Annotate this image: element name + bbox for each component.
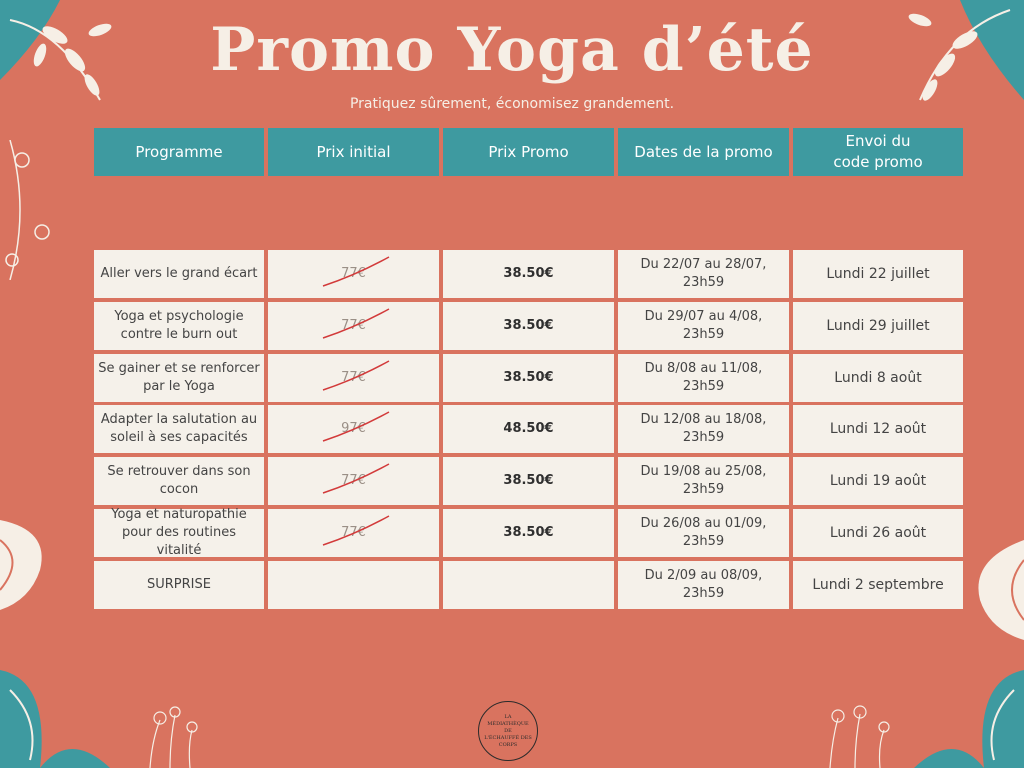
flowers-bottom-left-icon	[130, 700, 210, 768]
table-cell-dates: Du 8/08 au 11/08, 23h59	[618, 354, 789, 402]
original-price: 77€	[341, 473, 366, 488]
strike-line-icon	[321, 408, 391, 448]
table-cell-programme: Yoga et naturopathie pour des routines vitalité	[94, 509, 264, 557]
strikethrough-price	[341, 524, 366, 542]
strikethrough-price	[341, 265, 366, 283]
table-cell-prix-initial	[268, 509, 439, 557]
table-cell-prix-promo: 38.50€	[443, 302, 614, 350]
original-price: 77€	[341, 370, 366, 385]
logo-line-4: L'ÉCHAUFFÉ DES CORPS	[484, 734, 532, 748]
table-cell-prix-promo	[443, 561, 614, 609]
table-cell-programme: Se gainer et se renforcer par le Yoga	[94, 354, 264, 402]
logo-line-1: LA	[504, 713, 512, 720]
col-header-prix-initial: Prix initial	[268, 128, 439, 176]
table-cell-dates: Du 29/07 au 4/08, 23h59	[618, 302, 789, 350]
table-cell-prix-initial	[268, 354, 439, 402]
strikethrough-price	[341, 420, 366, 438]
mediatheque-logo	[478, 701, 538, 761]
leaf-right-middle-icon	[970, 540, 1024, 650]
table-cell-prix-initial	[268, 250, 439, 298]
table-cell-prix-promo: 38.50€	[443, 250, 614, 298]
table-cell-programme: Adapter la salutation au soleil à ses capacités	[94, 405, 264, 453]
original-price: 77€	[341, 318, 366, 333]
col-header-envoi: Envoi du code promo	[793, 128, 963, 176]
strike-line-icon	[321, 253, 391, 293]
logo-line-2: MÉDIATHÈQUE	[487, 720, 529, 727]
table-cell-envoi: Lundi 2 septembre	[793, 561, 963, 609]
table-cell-prix-initial	[268, 302, 439, 350]
strikethrough-price	[341, 369, 366, 387]
table-cell-dates: Du 12/08 au 18/08, 23h59	[618, 405, 789, 453]
page-title: Promo Yoga d’été	[210, 15, 814, 85]
leaf-top-right-icon	[880, 0, 1024, 110]
table-cell-envoi: Lundi 22 juillet	[793, 250, 963, 298]
table-cell-envoi: Lundi 19 août	[793, 457, 963, 505]
table-cell-envoi: Lundi 29 juillet	[793, 302, 963, 350]
strike-line-icon	[321, 460, 391, 500]
table-cell-prix-initial	[268, 561, 439, 609]
table-cell-dates: Du 19/08 au 25/08, 23h59	[618, 457, 789, 505]
leaf-bottom-left-icon	[0, 660, 110, 768]
original-price: 77€	[341, 525, 366, 540]
strikethrough-price	[341, 317, 366, 335]
table-cell-prix-promo: 38.50€	[443, 509, 614, 557]
table-cell-envoi: Lundi 8 août	[793, 354, 963, 402]
original-price: 77€	[341, 266, 366, 281]
leaf-bottom-right-icon	[914, 660, 1024, 768]
table-cell-prix-initial	[268, 405, 439, 453]
strikethrough-price	[341, 472, 366, 490]
table-cell-prix-promo: 38.50€	[443, 457, 614, 505]
logo-line-3: DE	[504, 727, 512, 734]
flower-left-icon	[0, 140, 60, 280]
flowers-bottom-right-icon	[810, 700, 900, 768]
col-header-dates: Dates de la promo	[618, 128, 789, 176]
leaf-left-middle-icon	[0, 510, 50, 620]
table-cell-dates: Du 22/07 au 28/07, 23h59	[618, 250, 789, 298]
leaf-top-left-icon	[0, 0, 130, 110]
table-cell-dates: Du 2/09 au 08/09, 23h59	[618, 561, 789, 609]
table-cell-programme: Se retrouver dans son cocon	[94, 457, 264, 505]
table-cell-prix-initial	[268, 457, 439, 505]
table-cell-dates: Du 26/08 au 01/09, 23h59	[618, 509, 789, 557]
strike-line-icon	[321, 305, 391, 345]
col-header-prix-promo: Prix Promo	[443, 128, 614, 176]
table-cell-programme: Aller vers le grand écart	[94, 250, 264, 298]
col-header-programme: Programme	[94, 128, 264, 176]
strike-line-icon	[321, 357, 391, 397]
table-cell-envoi: Lundi 12 août	[793, 405, 963, 453]
table-cell-programme: SURPRISE	[94, 561, 264, 609]
table-cell-prix-promo: 48.50€	[443, 405, 614, 453]
strike-line-icon	[321, 512, 391, 552]
table-cell-prix-promo: 38.50€	[443, 354, 614, 402]
original-price: 97€	[341, 421, 366, 436]
table-cell-envoi: Lundi 26 août	[793, 509, 963, 557]
page-subtitle: Pratiquez sûrement, économisez grandement.	[349, 96, 675, 112]
table-cell-programme: Yoga et psychologie contre le burn out	[94, 302, 264, 350]
